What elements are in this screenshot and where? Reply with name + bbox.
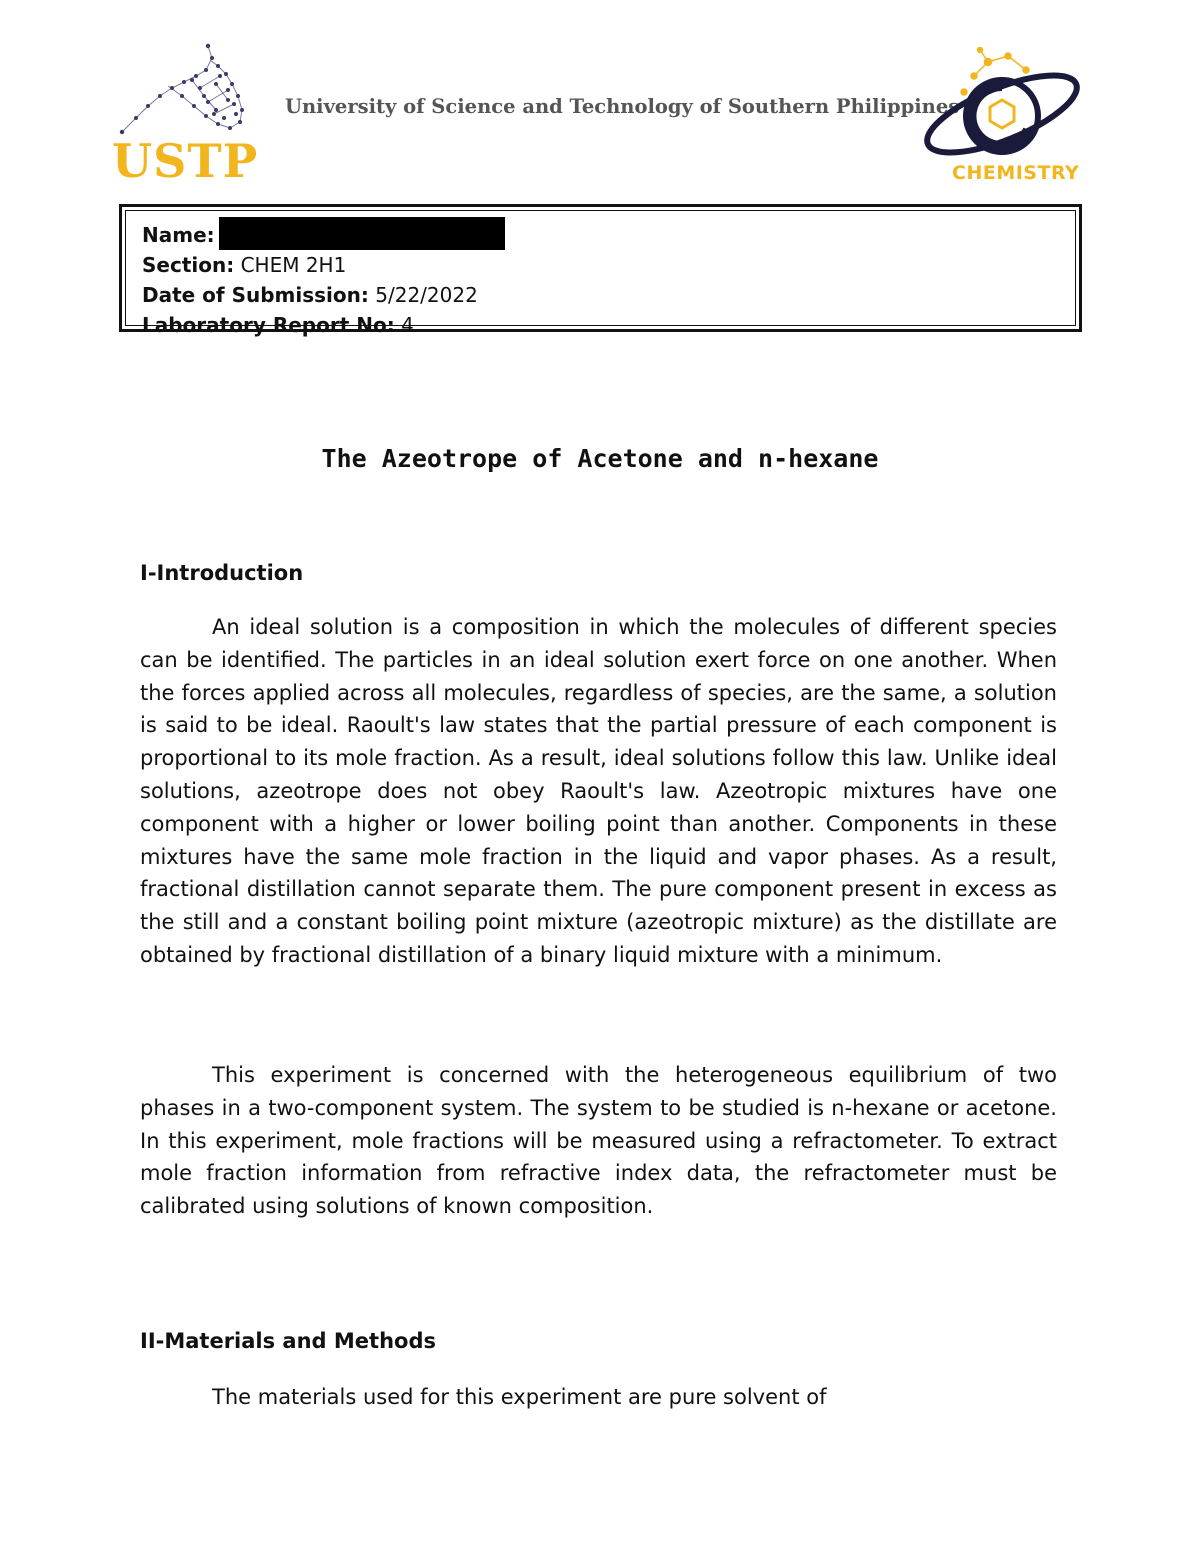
student-info-box [119, 204, 1082, 337]
section-row [142, 250, 1059, 280]
date-value: 5/22/2022 [375, 283, 478, 307]
report-label: Laboratory Report No: [142, 313, 395, 337]
introduction-heading: I-Introduction [140, 561, 304, 585]
materials-methods-paragraph-1: The materials used for this experiment are pure solvent of [212, 1385, 827, 1409]
introduction-paragraph-1: An ideal solution is a composition in which the molecules of different species can be identified. The particles in an ideal solution exert force on one another. When the forces applied across all molecules, regardless of species, are the same, a solution is said to be ideal. Raoult's law states that the partial pressure of each component is proportional to its mole fraction. As a result, ideal solutions follow this law. Unlike ideal solutions, azeotrope does not obey Raoult's law. Azeotropic mixtures have one component with a higher or lower boiling point than another. Components in these mixtures have the same mole fraction in the liquid and vapor phases. As a result, fractional distillation cannot separate them. The pure component present in excess as the still and a constant boiling point mixture (azeotropic mixture) as the distillate are obtained by fractional distillation of a binary liquid mixture with a minimum. [140, 615, 1057, 967]
atom-orbit-icon [918, 42, 1088, 172]
university-name: University of Science and Technology of Southern Philippines [285, 95, 960, 118]
date-label: Date of Submission: [142, 283, 369, 307]
introduction-paragraph-2: This experiment is concerned with the heterogeneous equilibrium of two phases in a two-component system. The system to be studied is n-hexane or acetone. In this experiment, mole fractions will be measured using a refractometer. To extract mole fraction information from refractive index data, the refractometer must be calibrated using solutions of known composition. [140, 1063, 1057, 1219]
network-dots-icon [108, 40, 258, 140]
ustp-logo-text: USTP [112, 134, 259, 188]
chemistry-logo-text: CHEMISTRY [952, 162, 1080, 184]
date-row [142, 280, 1059, 310]
ustp-logo [108, 40, 258, 190]
report-title: The Azeotrope of Acetone and n-hexane [321, 444, 879, 473]
section-value: CHEM 2H1 [240, 253, 347, 277]
redacted-name [219, 217, 505, 250]
report-number-row [142, 310, 1059, 340]
chemistry-department-logo [918, 42, 1088, 192]
report-value: 4 [401, 313, 414, 337]
section-label: Section: [142, 253, 235, 277]
materials-methods-heading: II-Materials and Methods [140, 1329, 436, 1353]
name-label: Name: [142, 223, 215, 247]
name-row [142, 217, 1059, 250]
